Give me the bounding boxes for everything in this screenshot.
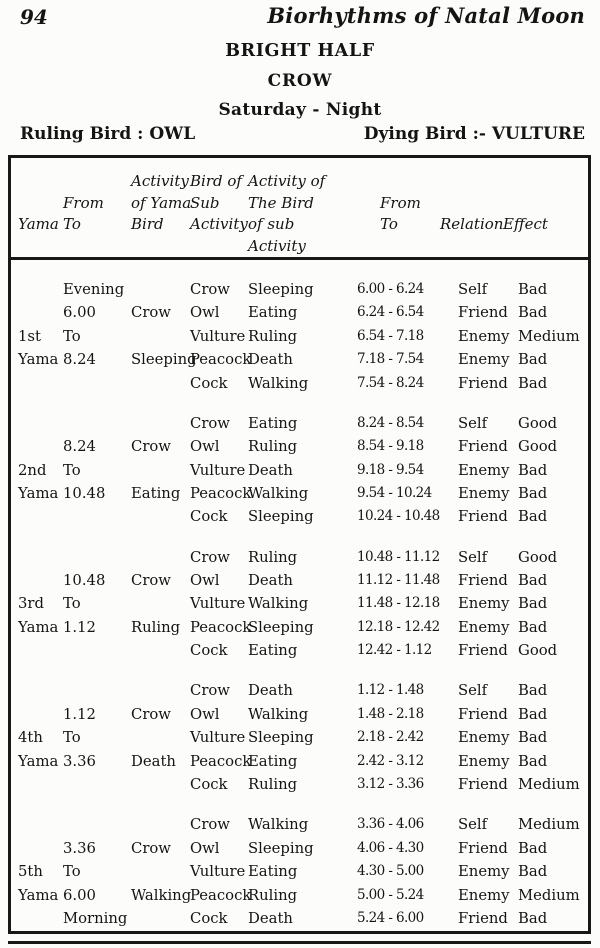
day-night-title: Saturday - Night — [218, 100, 382, 120]
yama-block-1 — [11, 278, 588, 395]
cell-time-range: 6.00 - 6.24 — [357, 281, 424, 297]
cell-sub-bird: Peacock — [190, 752, 252, 770]
cell-relation: Friend — [458, 374, 508, 392]
cell-yama — [18, 569, 63, 592]
page-number: 94 — [20, 5, 48, 29]
cell-sub-bird: Cock — [190, 374, 228, 392]
cell-effect: Bad — [518, 729, 548, 747]
cell-time-range: 1.48 - 2.18 — [357, 705, 424, 722]
cell-effect: Bad — [518, 281, 548, 298]
cell-yama — [18, 639, 63, 662]
cell-time-range: 11.48 - 12.18 — [357, 595, 440, 612]
cell-sub-bird: Peacock — [190, 886, 252, 904]
cell-relation: Enemy — [458, 863, 510, 881]
cell-effect: Good — [518, 642, 558, 660]
cell-sub-bird: Crow — [190, 414, 230, 432]
cell-relation: Self — [458, 281, 488, 298]
cell-relation: Self — [458, 816, 488, 834]
cell-sub-bird: Owl — [190, 705, 220, 723]
cell-relation: Enemy — [458, 327, 510, 345]
cell-sub-bird: Peacock — [190, 618, 252, 636]
cell-yama — [18, 546, 63, 569]
cell-from-to: Morning — [63, 909, 128, 927]
cell-sub-activity: Death — [248, 909, 293, 927]
cell-sub-activity: Eating — [248, 414, 298, 432]
cell-sub-bird: Owl — [190, 304, 220, 322]
cell-from-to — [63, 505, 131, 528]
cell-effect: Bad — [518, 909, 548, 927]
cell-relation: Self — [458, 548, 488, 566]
cell-time-range: 12.18 - 12.42 — [357, 618, 440, 635]
cell-yama — [18, 837, 63, 860]
cell-time-range: 12.42 - 1.12 — [357, 642, 432, 659]
cell-yama: 3rd — [18, 595, 44, 613]
cell-from-to — [63, 679, 131, 702]
cell-effect: Bad — [518, 461, 548, 479]
cell-yama — [18, 773, 63, 796]
cell-effect: Bad — [518, 374, 548, 392]
cell-relation: Enemy — [458, 729, 510, 747]
cell-sub-activity: Sleeping — [248, 618, 314, 636]
cell-yama-activity — [131, 459, 190, 482]
cell-yama-activity — [131, 773, 190, 796]
cell-effect: Bad — [518, 595, 548, 613]
cell-effect: Medium — [518, 327, 580, 345]
cell-sub-bird: Crow — [190, 548, 230, 566]
cell-effect: Good — [518, 414, 558, 432]
cell-time-range: 3.12 - 3.36 — [357, 776, 424, 793]
cell-sub-bird: Cock — [190, 909, 228, 927]
cell-yama-activity — [131, 412, 190, 435]
cell-sub-bird: Crow — [190, 816, 230, 834]
header-activity-of-sub-bird: Activity of The Bird of sub Activity — [248, 172, 326, 255]
cell-from-to: 3.36 — [63, 839, 96, 857]
cell-yama-activity — [131, 325, 190, 348]
cell-relation: Friend — [458, 438, 508, 456]
cell-from-to — [63, 813, 131, 836]
cell-effect: Bad — [518, 508, 548, 526]
cell-sub-bird: Owl — [190, 839, 220, 857]
cell-from-to: 8.24 — [63, 351, 96, 369]
cell-time-range: 5.00 - 5.24 — [357, 886, 424, 903]
cell-from-to: 6.00 — [63, 304, 96, 322]
cell-relation: Enemy — [458, 595, 510, 613]
dying-bird-label: Dying Bird :- VULTURE — [363, 124, 585, 144]
cell-time-range: 11.12 - 11.48 — [357, 572, 440, 589]
cell-sub-activity: Eating — [248, 863, 298, 881]
cell-time-range: 8.54 - 9.18 — [357, 438, 424, 455]
biorhythm-table — [8, 155, 591, 934]
cell-time-range: 2.42 - 3.12 — [357, 752, 424, 769]
cell-sub-activity: Ruling — [248, 776, 298, 794]
cell-yama-activity: Crow — [131, 304, 171, 322]
cell-effect: Bad — [518, 572, 548, 590]
cell-yama-activity — [131, 813, 190, 836]
cell-yama — [18, 907, 63, 930]
cell-sub-activity: Walking — [248, 816, 309, 834]
cell-yama-activity: Ruling — [131, 618, 181, 636]
cell-relation: Friend — [458, 839, 508, 857]
cell-relation: Friend — [458, 508, 508, 526]
cell-relation: Friend — [458, 304, 508, 322]
cell-effect: Medium — [518, 886, 580, 904]
cell-sub-bird: Vulture — [190, 461, 246, 479]
cell-time-range: 2.18 - 2.42 — [357, 729, 424, 746]
cell-from-to — [63, 639, 131, 662]
cell-yama-activity: Crow — [131, 705, 171, 723]
cell-relation: Friend — [458, 572, 508, 590]
cell-time-range: 6.24 - 6.54 — [357, 304, 424, 321]
cell-from-to: To — [63, 595, 81, 613]
cell-time-range: 3.36 - 4.06 — [357, 816, 424, 833]
header-from-to-2: From To — [380, 193, 421, 233]
cell-relation: Self — [458, 682, 488, 700]
cell-sub-activity: Sleeping — [248, 508, 314, 526]
cell-yama — [18, 813, 63, 836]
cell-yama-activity — [131, 372, 190, 395]
cell-yama-activity: Sleeping — [131, 351, 197, 369]
cell-sub-activity: Walking — [248, 705, 309, 723]
cell-from-to: 8.24 — [63, 438, 96, 456]
cell-yama-activity: Crow — [131, 438, 171, 456]
cell-relation: Enemy — [458, 351, 510, 369]
cell-sub-bird: Peacock — [190, 485, 252, 503]
header-relation: Relation — [440, 215, 504, 233]
cell-relation: Friend — [458, 642, 508, 660]
cell-sub-activity: Eating — [248, 752, 298, 770]
cell-sub-activity: Death — [248, 682, 293, 700]
cell-yama-activity — [131, 639, 190, 662]
cell-yama: 1st — [18, 327, 41, 345]
cell-sub-bird: Crow — [190, 281, 230, 298]
cell-time-range: 7.18 - 7.54 — [357, 351, 424, 368]
cell-sub-bird: Vulture — [190, 863, 246, 881]
cell-time-range: 9.54 - 10.24 — [357, 485, 432, 502]
cell-time-range: 4.30 - 5.00 — [357, 863, 424, 880]
bird-title: CROW — [267, 71, 333, 91]
running-book-title: Biorhythms of Natal Moon — [267, 3, 585, 28]
cell-sub-activity: Ruling — [248, 327, 298, 345]
yama-block-2 — [11, 412, 588, 529]
cell-time-range: 10.48 - 11.12 — [357, 548, 440, 565]
cell-sub-activity: Walking — [248, 485, 309, 503]
cell-effect: Medium — [518, 776, 580, 794]
header-activity-of-yama-bird: Activity of Yama Bird — [131, 172, 192, 233]
cell-yama-activity — [131, 592, 190, 615]
cell-yama — [18, 679, 63, 702]
cell-yama-activity — [131, 505, 190, 528]
cell-sub-bird: Vulture — [190, 327, 246, 345]
cell-yama-activity — [131, 546, 190, 569]
cell-from-to — [63, 412, 131, 435]
cell-from-to: 10.48 — [63, 572, 106, 590]
cell-yama: 2nd — [18, 461, 47, 479]
cell-relation: Friend — [458, 705, 508, 723]
table-header — [11, 158, 588, 260]
cell-yama — [18, 301, 63, 324]
cell-sub-bird: Cock — [190, 508, 228, 526]
cell-yama — [18, 412, 63, 435]
cell-from-to: 6.00 — [63, 886, 96, 904]
cell-sub-activity: Sleeping — [248, 729, 314, 747]
cell-effect: Bad — [518, 485, 548, 503]
cell-from-to: To — [63, 461, 81, 479]
cell-yama-activity — [131, 679, 190, 702]
cell-relation: Enemy — [458, 618, 510, 636]
yama-block-5 — [11, 813, 588, 930]
cell-time-range: 7.54 - 8.24 — [357, 374, 424, 391]
header-effect: Effect — [503, 215, 548, 233]
cell-yama — [18, 372, 63, 395]
cell-effect: Bad — [518, 304, 548, 322]
ruling-bird-label: Ruling Bird : OWL — [20, 124, 196, 144]
cell-effect: Bad — [518, 705, 548, 723]
cell-sub-bird: Cock — [190, 642, 228, 660]
cell-effect: Bad — [518, 752, 548, 770]
cell-yama-activity — [131, 726, 190, 749]
cell-sub-activity: Ruling — [248, 438, 298, 456]
cell-from-to — [63, 372, 131, 395]
cell-sub-activity: Death — [248, 461, 293, 479]
cell-yama-activity — [131, 907, 190, 930]
cell-relation: Friend — [458, 776, 508, 794]
cell-sub-bird: Crow — [190, 682, 230, 700]
cell-from-to: 3.36 — [63, 752, 96, 770]
cell-yama: Yama — [18, 485, 59, 503]
cell-yama-activity — [131, 860, 190, 883]
cell-sub-activity: Sleeping — [248, 839, 314, 857]
cell-time-range: 4.06 - 4.30 — [357, 839, 424, 856]
cell-sub-activity: Death — [248, 351, 293, 369]
yama-block-3 — [11, 546, 588, 663]
cell-relation: Enemy — [458, 886, 510, 904]
cell-sub-bird: Cock — [190, 776, 228, 794]
cell-yama — [18, 435, 63, 458]
cell-yama-activity: Death — [131, 752, 176, 770]
cell-sub-activity: Ruling — [248, 886, 298, 904]
cell-from-to: 10.48 — [63, 485, 106, 503]
half-title: BRIGHT HALF — [225, 41, 375, 61]
cell-sub-bird: Vulture — [190, 729, 246, 747]
cell-sub-activity: Walking — [248, 595, 309, 613]
cell-yama: Yama — [18, 752, 59, 770]
cell-from-to: 1.12 — [63, 705, 96, 723]
cell-yama: 4th — [18, 729, 43, 747]
cell-yama — [18, 703, 63, 726]
cell-sub-activity: Eating — [248, 304, 298, 322]
cell-effect: Good — [518, 548, 558, 566]
cell-effect: Good — [518, 438, 558, 456]
cell-sub-activity: Walking — [248, 374, 309, 392]
cell-sub-bird: Vulture — [190, 595, 246, 613]
cell-time-range: 10.24 - 10.48 — [357, 508, 440, 525]
cell-effect: Bad — [518, 863, 548, 881]
cell-from-to — [63, 546, 131, 569]
cell-relation: Self — [458, 414, 488, 432]
cell-effect: Medium — [518, 816, 580, 834]
cell-yama: Yama — [18, 351, 59, 369]
cell-time-range: 5.24 - 6.00 — [357, 909, 424, 926]
cell-effect: Bad — [518, 618, 548, 636]
cell-yama-activity — [131, 278, 190, 301]
cell-time-range: 9.18 - 9.54 — [357, 461, 424, 478]
cell-sub-bird: Owl — [190, 572, 220, 590]
cell-relation: Enemy — [458, 752, 510, 770]
table-body — [11, 260, 588, 930]
cell-yama-activity: Crow — [131, 572, 171, 590]
cell-sub-activity: Death — [248, 572, 293, 590]
cell-yama — [18, 278, 63, 301]
cell-time-range: 1.12 - 1.48 — [357, 682, 424, 699]
cell-from-to — [63, 773, 131, 796]
yama-block-4 — [11, 679, 588, 796]
cell-from-to: To — [63, 729, 81, 747]
cell-effect: Bad — [518, 682, 548, 700]
header-bird-of-sub-activity: Bird of Sub Activity — [190, 172, 248, 233]
cell-relation: Enemy — [458, 485, 510, 503]
cell-time-range: 6.54 - 7.18 — [357, 327, 424, 344]
cell-relation: Enemy — [458, 461, 510, 479]
cell-effect: Bad — [518, 351, 548, 369]
cell-sub-activity: Sleeping — [248, 281, 314, 298]
cell-effect: Bad — [518, 839, 548, 857]
cell-relation: Friend — [458, 909, 508, 927]
cell-time-range: 8.24 - 8.54 — [357, 414, 424, 431]
cell-from-to: To — [63, 327, 81, 345]
cell-from-to: Evening — [63, 281, 125, 298]
cell-sub-activity: Ruling — [248, 548, 298, 566]
cell-sub-bird: Owl — [190, 438, 220, 456]
cell-yama-activity: Walking — [131, 886, 192, 904]
cell-yama: Yama — [18, 886, 59, 904]
cell-yama: Yama — [18, 618, 59, 636]
header-from-to-1: From To — [63, 193, 104, 233]
cell-yama-activity: Eating — [131, 485, 181, 503]
page-bottom-rule — [8, 941, 591, 944]
cell-from-to: To — [63, 863, 81, 881]
cell-sub-bird: Peacock — [190, 351, 252, 369]
cell-yama — [18, 505, 63, 528]
cell-from-to: 1.12 — [63, 618, 96, 636]
header-yama: Yama — [18, 215, 59, 233]
cell-yama-activity: Crow — [131, 839, 171, 857]
cell-yama: 5th — [18, 863, 43, 881]
cell-sub-activity: Eating — [248, 642, 298, 660]
